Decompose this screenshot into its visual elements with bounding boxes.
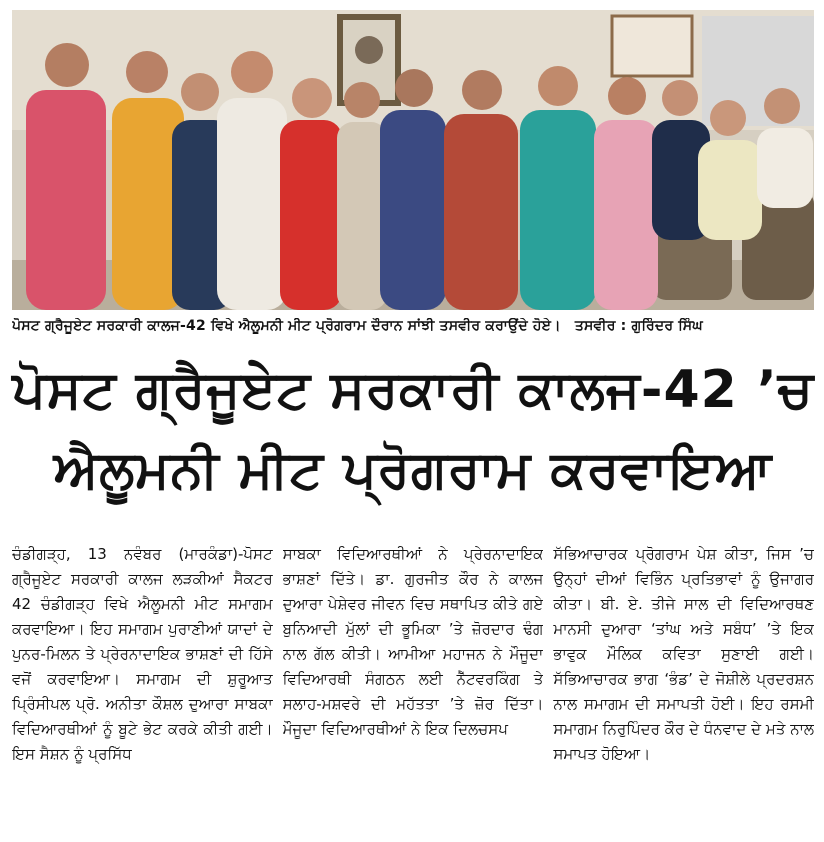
article-column-1: ਚੰਡੀਗੜ੍ਹ, 13 ਨਵੰਬਰ (ਮਾਰਕੰਡਾ)-ਪੋਸਟ ਗ੍ਰੈਜੂਏਟ ਸਰਕਾਰੀ ਕਾਲਜ ਲੜਕੀਆਂ ਸੈਕਟਰ 42 ਚੰਡੀਗੜ੍ਹ ਵਿਖੇ ਐਲੂਮਨੀ ਮੀਟ ਸਮਾਗਮ ਕਰਵਾਇਆ। ਇਹ ਸਮਾਗਮ ਪੁਰਾਣੀਆਂ ਯਾਦਾਂ ਦੇ ਪੁਨਰ-ਮਿਲਨ ਤੇ ਪ੍ਰੇਰਨਾਦਾਇਕ ਭਾਸ਼ਣਾਂ ਦੀ ਹਿੱਸੇ ਵਜੋਂ ਕਰਵਾਇਆ। ਸਮਾਗਮ ਦੀ ਸ਼ੁਰੂਆਤ ਪ੍ਰਿੰਸੀਪਲ ਪ੍ਰੋ. ਅਨੀਤਾ ਕੌਸ਼ਲ ਦੁਆਰਾ ਸਾਬਕਾ ਵਿਦਿਆਰਥੀਆਂ ਨੂੰ ਬੂਟੇ ਭੇਟ ਕਰਕੇ ਕੀਤੀ ਗਈ। ਇਸ ਸੈਸ਼ਨ ਨੂੰ ਪ੍ਰਸਿੱਧ (12, 545, 273, 763)
article-body (12, 542, 814, 842)
article-column-2: ਸਾਬਕਾ ਵਿਦਿਆਰਥੀਆਂ ਨੇ ਪ੍ਰੇਰਨਾਦਾਇਕ ਭਾਸ਼ਣਾਂ ਦਿੱਤੇ। ਡਾ. ਗੁਰਜੀਤ ਕੌਰ ਨੇ ਕਾਲਜ ਦੁਆਰਾ ਪੇਸ਼ੇਵਰ ਜੀਵਨ ਵਿਚ ਸਥਾਪਿਤ ਕੀਤੇ ਗਏ ਬੁਨਿਆਦੀ ਮੁੱਲਾਂ ਦੀ ਭੂਮਿਕਾ ’ਤੇ ਜ਼ੋਰਦਾਰ ਢੰਗ ਨਾਲ ਗੱਲ ਕੀਤੀ। ਆਮੀਆ ਮਹਾਜਨ ਨੇ ਮੌਜੂਦਾ ਵਿਦਿਆਰਥੀ ਸੰਗਠਨ ਲਈ ਨੈੱਟਵਰਕਿੰਗ ਤੇ ਸਲਾਹ-ਮਸ਼ਵਰੇ ਦੀ ਮਹੱਤਤਾ ’ਤੇ ਜ਼ੋਰ ਦਿੱਤਾ। ਮੌਜੂਦਾ ਵਿਦਿਆਰਥੀਆਂ ਨੇ ਇਕ ਦਿਲਚਸਪ (282, 545, 544, 738)
article-column-3: ਸੱਭਿਆਚਾਰਕ ਪ੍ਰੋਗਰਾਮ ਪੇਸ਼ ਕੀਤਾ, ਜਿਸ ’ਚ ਉਨ੍ਹਾਂ ਦੀਆਂ ਵਿਭਿੰਨ ਪ੍ਰਤਿਭਾਵਾਂ ਨੂੰ ਉਜਾਗਰ ਕੀਤਾ। ਬੀ. ਏ. ਤੀਜੇ ਸਾਲ ਦੀ ਵਿਦਿਆਰਥਣ ਮਾਨਸੀ ਦੁਆਰਾ ‘ਤਾਂਘ ਅਤੇ ਸਬੰਧ’ ’ਤੇ ਇਕ ਭਾਵੁਕ ਮੌਲਿਕ ਕਵਿਤਾ ਸੁਣਾਈ ਗਈ। ਸੱਭਿਆਚਾਰਕ ਭਾਗ ‘ਭੰਡ’ ਦੇ ਜੋਸ਼ੀਲੇ ਪ੍ਰਦਰਸ਼ਨ ਨਾਲ ਸਮਾਗਮ ਦੀ ਸਮਾਪਤੀ ਹੋਈ। ਇਹ ਰਸਮੀ ਸਮਾਗਮ ਨਿਰੁਪਿੰਦਰ ਕੌਰ ਦੇ ਧੰਨਵਾਦ ਦੇ ਮਤੇ ਨਾਲ ਸਮਾਪਤ ਹੋਇਆ। (553, 545, 815, 763)
news-photo (12, 10, 814, 310)
photo-caption (12, 318, 814, 334)
headline-line-1: ਪੋਸਟ ਗ੍ਰੈਜੂਏਟ ਸਰਕਾਰੀ ਕਾਲਜ-42 ’ਚ (12, 360, 814, 420)
headline-line-2: ਐਲੂਮਨੀ ਮੀਟ ਪ੍ਰੋਗਰਾਮ ਕਰਵਾਇਆ (53, 440, 773, 500)
group-photo-image (12, 10, 814, 310)
headline (12, 350, 814, 510)
caption-text: ਪੋਸਟ ਗ੍ਰੈਜੂਏਟ ਸਰਕਾਰੀ ਕਾਲਜ-42 ਵਿਖੇ ਐਲੂਮਨੀ ਮੀਟ ਪ੍ਰੋਗਰਾਮ ਦੌਰਾਨ ਸਾਂਝੀ ਤਸਵੀਰ ਕਰਾਉਂਦੇ ਹੋਏ। (12, 318, 561, 334)
photo-credit: ਤਸਵੀਰ : ਗੁਰਿੰਦਰ ਸਿੰਘ (574, 318, 703, 334)
